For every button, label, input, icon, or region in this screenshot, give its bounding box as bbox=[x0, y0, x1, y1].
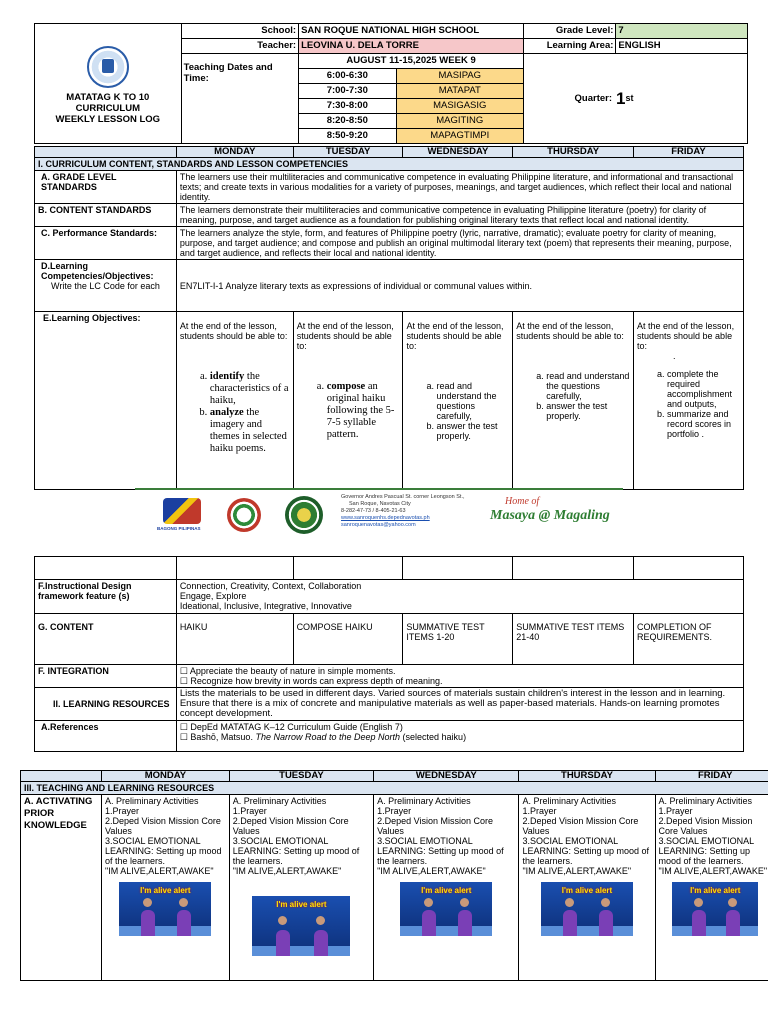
objective-item: a. read and understand the questions carefully, bbox=[436, 381, 509, 421]
schedule-section-2: MATAPAT bbox=[396, 84, 524, 99]
day-wednesday: WEDNESDAY bbox=[403, 147, 513, 158]
grade-standards-label: A. GRADE LEVEL STANDARDS bbox=[35, 171, 177, 204]
energizer-video-thumbnail bbox=[541, 882, 633, 936]
video-caption: I'm alive alert bbox=[276, 900, 327, 909]
quarter-suffix: st bbox=[625, 93, 634, 103]
day-monday: MONDAY bbox=[176, 147, 293, 158]
section-1-table bbox=[34, 146, 744, 490]
competencies-cell bbox=[35, 260, 177, 312]
schedule-time-4: 8:20-8:50 bbox=[299, 114, 396, 129]
address-line-2: San Roque, Navotas City bbox=[349, 501, 411, 507]
activity-tuesday bbox=[229, 795, 373, 981]
day-thursday: THURSDAY bbox=[513, 147, 634, 158]
section-1-heading: I. CURRICULUM CONTENT, STANDARDS AND LESSON COMPETENCIES bbox=[35, 158, 744, 171]
objectives-tuesday bbox=[293, 312, 403, 490]
objectives-intro: At the end of the lesson, students should be able to: bbox=[516, 321, 624, 341]
checkbox-icon: ☐ bbox=[179, 676, 188, 686]
prayer-text: 1.Prayer bbox=[377, 806, 412, 816]
video-caption: I'm alive alert bbox=[421, 886, 472, 895]
activating-prior-knowledge-label: A. ACTIVATING PRIOR KNOWLEDGE bbox=[21, 795, 102, 981]
content-label: G. CONTENT bbox=[35, 614, 177, 665]
content-wednesday: SUMMATIVE TEST ITEMS 1-20 bbox=[403, 614, 513, 665]
day-tuesday: TUESDAY bbox=[293, 147, 403, 158]
references-cell bbox=[176, 721, 743, 752]
doc-title-cell bbox=[35, 24, 182, 144]
objective-item: a. complete the required accomplishment and outputs, bbox=[667, 369, 740, 409]
section-2-table bbox=[34, 556, 744, 752]
schedule-section-5: MAPAGTIMPI bbox=[396, 129, 524, 144]
prayer-text: 1.Prayer bbox=[522, 806, 557, 816]
corner-cell bbox=[35, 147, 177, 158]
doc-title-line-1: MATATAG K TO 10 bbox=[66, 92, 150, 103]
energizer-video-thumbnail bbox=[400, 882, 492, 936]
chant-text: "IM ALIVE,ALERT,AWAKE" bbox=[522, 866, 632, 876]
reference-item-2b: (selected haiku) bbox=[400, 732, 467, 742]
bagong-pilipinas-logo-icon bbox=[163, 498, 201, 524]
objective-item: b. answer the test properly. bbox=[546, 401, 630, 421]
integration-label: F. INTEGRATION bbox=[35, 665, 177, 688]
performance-standards-text: The learners analyze the style, form, and features of Philippine poetry (lyric, narrative, dramatic); evaluate poetry for clarity of meaning, purpose, and target audience; and compose and publish an original multimodal literary text (poem) that represents their meaning, purpose, and target audience, and reflects their local and national identity. bbox=[176, 227, 743, 260]
activity-thursday bbox=[519, 795, 655, 981]
schedule-section-1: MASIPAG bbox=[396, 69, 524, 84]
grade-level-label: Grade Level: bbox=[524, 24, 616, 39]
day-friday: FRIDAY bbox=[634, 147, 744, 158]
schedule-time-5: 8:50-9:20 bbox=[299, 129, 396, 144]
content-standards-text: The learners demonstrate their multiliteracies and communicative competence in evaluating Philippine literature (poetry) for clarity of meaning, purpose, and target audience as a foundation for publishing original literary texts that reflect local and national identity. bbox=[176, 204, 743, 227]
competencies-note: Write the LC Code for each bbox=[51, 281, 160, 291]
chant-text: "IM ALIVE,ALERT,AWAKE" bbox=[105, 866, 214, 876]
checkbox-icon: ☐ bbox=[179, 666, 188, 676]
sel-text: 3.SOCIAL EMOTIONAL LEARNING: Setting up mood of the learners. bbox=[232, 836, 360, 866]
objectives-label: E.Learning Objectives: bbox=[35, 312, 177, 490]
integration-item-2: Recognize how brevity in words can express depth of meaning. bbox=[190, 676, 443, 686]
design-framework-label: F.Instructional Design framework feature (s) bbox=[35, 580, 177, 614]
deped-seal-icon bbox=[87, 46, 129, 88]
blank-cell bbox=[35, 557, 177, 580]
reference-item-1: DepEd MATATAG K–12 Curriculum Guide (English 7) bbox=[190, 722, 403, 732]
objective-item: a. identify the characteristics of a haiku, bbox=[210, 371, 290, 407]
email-link[interactable]: sanroquenavotas@yahoo.com bbox=[341, 522, 416, 528]
section-3-heading: III. TEACHING AND LEARNING RESOURCES bbox=[21, 782, 768, 795]
friday-dot: . bbox=[673, 351, 676, 361]
tagline-masaya: Masaya @ Magaling bbox=[490, 508, 610, 523]
date-range: AUGUST 11-15,2025 WEEK 9 bbox=[299, 54, 524, 69]
learning-resources-label: II. LEARNING RESOURCES bbox=[35, 688, 177, 721]
energizer-video-thumbnail bbox=[119, 882, 211, 936]
sel-text: 3.SOCIAL EMOTIONAL LEARNING: Setting up mood of the learners. bbox=[105, 836, 222, 866]
day-thursday: THURSDAY bbox=[519, 771, 655, 782]
references-label: A.References bbox=[35, 721, 177, 752]
blank-cell bbox=[634, 557, 744, 580]
section-3-table bbox=[20, 770, 768, 981]
prayer-text: 1.Prayer bbox=[232, 806, 267, 816]
objective-item: b. summarize and record scores in portfolio . bbox=[667, 409, 740, 439]
doc-title-line-3: WEEKLY LESSON LOG bbox=[55, 114, 161, 125]
prayer-text: 1.Prayer bbox=[658, 806, 693, 816]
energizer-video-thumbnail bbox=[672, 882, 758, 936]
content-monday: HAIKU bbox=[176, 614, 293, 665]
school-footer-band bbox=[135, 488, 623, 546]
chant-text: "IM ALIVE,ALERT,AWAKE" bbox=[232, 866, 342, 876]
video-caption: I'm alive alert bbox=[690, 886, 741, 895]
quarter-value: 1 bbox=[616, 89, 626, 108]
objective-item: a. read and understand the questions carefully, bbox=[546, 371, 630, 401]
schedule-section-3: MASIGASIG bbox=[396, 99, 524, 114]
school-value: SAN ROQUE NATIONAL HIGH SCHOOL bbox=[299, 24, 524, 39]
website-link[interactable]: www.sanroquenhs.depednavotas.ph bbox=[341, 515, 430, 521]
schedule-time-3: 7:30-8:00 bbox=[299, 99, 396, 114]
teaching-dates-label: Teaching Dates and Time: bbox=[181, 54, 298, 144]
blank-cell bbox=[293, 557, 403, 580]
activity-wednesday bbox=[374, 795, 519, 981]
division-seal-icon bbox=[285, 496, 323, 534]
teacher-value: LEOVINA U. DELA TORRE bbox=[299, 39, 524, 54]
activity-monday bbox=[102, 795, 230, 981]
prelim-title: A. Preliminary Activities bbox=[522, 796, 616, 806]
grade-level-value: 7 bbox=[616, 24, 748, 39]
prayer-text: 1.Prayer bbox=[105, 806, 140, 816]
competencies-text: EN7LIT-I-1 Analyze literary texts as expressions of individual or communal values within. bbox=[176, 260, 743, 312]
chant-text: "IM ALIVE,ALERT,AWAKE" bbox=[658, 866, 768, 876]
content-tuesday: COMPOSE HAIKU bbox=[293, 614, 403, 665]
activity-friday bbox=[655, 795, 768, 981]
content-standards-label: B. CONTENT STANDARDS bbox=[35, 204, 177, 227]
bagong-pilipinas-text: BAGONG PILIPINAS bbox=[157, 526, 201, 531]
objective-item: a. compose an original haiku following the 5-7-5 syllable pattern. bbox=[327, 381, 400, 441]
prelim-title: A. Preliminary Activities bbox=[105, 796, 199, 806]
schedule-section-4: MAGITING bbox=[396, 114, 524, 129]
sel-text: 3.SOCIAL EMOTIONAL LEARNING: Setting up mood of the learners. bbox=[522, 836, 650, 866]
school-seal-icon bbox=[227, 498, 261, 532]
blank-cell bbox=[513, 557, 634, 580]
header-table bbox=[34, 23, 748, 144]
prelim-title: A. Preliminary Activities bbox=[232, 796, 327, 806]
prelim-title: A. Preliminary Activities bbox=[377, 796, 471, 806]
objective-item: b. analyze the imagery and themes in selected haiku poems. bbox=[210, 407, 290, 455]
school-label: School: bbox=[181, 24, 298, 39]
learning-area-label: Learning Area: bbox=[524, 39, 616, 54]
video-caption: I'm alive alert bbox=[561, 886, 613, 895]
learning-area-value: ENGLISH bbox=[616, 39, 748, 54]
day-monday: MONDAY bbox=[102, 771, 230, 782]
chant-text: "IM ALIVE,ALERT,AWAKE" bbox=[377, 866, 486, 876]
mission-text: 2.Deped Vision Mission Core Values bbox=[105, 816, 221, 836]
video-caption: I'm alive alert bbox=[140, 886, 191, 895]
objectives-intro: At the end of the lesson, students should be able to: bbox=[296, 321, 394, 351]
day-wednesday: WEDNESDAY bbox=[374, 771, 519, 782]
design-framework-cell bbox=[176, 580, 743, 614]
objective-item: b. answer the test properly. bbox=[436, 421, 509, 441]
blank-cell bbox=[176, 557, 293, 580]
quarter-cell bbox=[524, 54, 748, 144]
day-friday: FRIDAY bbox=[655, 771, 768, 782]
address-line-1: Governor Andres Pascual St. corner Leongson St., bbox=[341, 494, 465, 500]
objectives-intro: At the end of the lesson, students should be able to: bbox=[637, 321, 735, 351]
energizer-video-thumbnail bbox=[252, 896, 350, 956]
integration-item-1: Appreciate the beauty of nature in simple moments. bbox=[189, 666, 396, 676]
phone-text: 8-282-47-73 / 8-405-21-63 bbox=[341, 508, 406, 514]
performance-standards-label: C. Performance Standards: bbox=[35, 227, 177, 260]
mission-text: 2.Deped Vision Mission Core Values bbox=[232, 816, 349, 836]
design-line-2: Engage, Explore bbox=[179, 591, 247, 601]
doc-title-line-2: CURRICULUM bbox=[75, 103, 140, 114]
contact-block bbox=[341, 494, 465, 529]
content-thursday: SUMMATIVE TEST ITEMS 21-40 bbox=[513, 614, 634, 665]
schedule-time-2: 7:00-7:30 bbox=[299, 84, 396, 99]
reference-item-2a: Bashō, Matsuo. bbox=[190, 732, 256, 742]
design-line-3: Ideational, Inclusive, Integrative, Innovative bbox=[179, 601, 352, 611]
quarter-label: Quarter: bbox=[574, 93, 613, 104]
mission-text: 2.Deped Vision Mission Core Values bbox=[377, 816, 493, 836]
checkbox-icon: ☐ bbox=[179, 722, 188, 732]
mission-text: 2.Deped Vision Mission Core Values bbox=[522, 816, 639, 836]
content-friday: COMPLETION OF REQUIREMENTS. bbox=[634, 614, 744, 665]
teacher-label: Teacher: bbox=[181, 39, 298, 54]
tagline-home: Home of bbox=[505, 496, 540, 507]
prelim-title: A. Preliminary Activities bbox=[658, 796, 753, 806]
integration-cell bbox=[176, 665, 743, 688]
checkbox-icon: ☐ bbox=[179, 732, 188, 742]
objectives-monday bbox=[176, 312, 293, 490]
learning-resources-text: Lists the materials to be used in different days. Varied sources of materials sustain children's interest in the lesson and in learning. Ensure that there is a mix of concrete and manipulative materials as well as paper-based materials. Hands-on learning promotes concept development. bbox=[176, 688, 743, 721]
sel-text: 3.SOCIAL EMOTIONAL LEARNING: Setting up mood of the learners. bbox=[658, 836, 754, 866]
mission-text: 2.Deped Vision Mission Core Values bbox=[658, 816, 753, 836]
schedule-time-1: 6:00-6:30 bbox=[299, 69, 396, 84]
competencies-label: D.Learning Competencies/Objectives: bbox=[41, 261, 154, 281]
objectives-friday bbox=[634, 312, 744, 490]
objectives-intro: At the end of the lesson, students should be able to: bbox=[406, 321, 504, 351]
reference-item-2-title: The Narrow Road to the Deep North bbox=[255, 732, 401, 742]
objectives-intro: At the end of the lesson, students should be able to: bbox=[179, 321, 288, 341]
design-line-1: Connection, Creativity, Context, Collaboration bbox=[179, 581, 362, 591]
objectives-wednesday bbox=[403, 312, 513, 490]
grade-standards-text: The learners use their multiliteracies and communicative competence in evaluating Philippine literature, and informational and transactional texts; and create texts in various modalities for a variety of purposes, meanings, and target audiences, which reflect their local and national identity. bbox=[176, 171, 743, 204]
sel-text: 3.SOCIAL EMOTIONAL LEARNING: Setting up mood of the learners. bbox=[377, 836, 504, 866]
day-tuesday: TUESDAY bbox=[229, 771, 373, 782]
corner-cell bbox=[21, 771, 102, 782]
blank-cell bbox=[403, 557, 513, 580]
objectives-thursday bbox=[513, 312, 634, 490]
